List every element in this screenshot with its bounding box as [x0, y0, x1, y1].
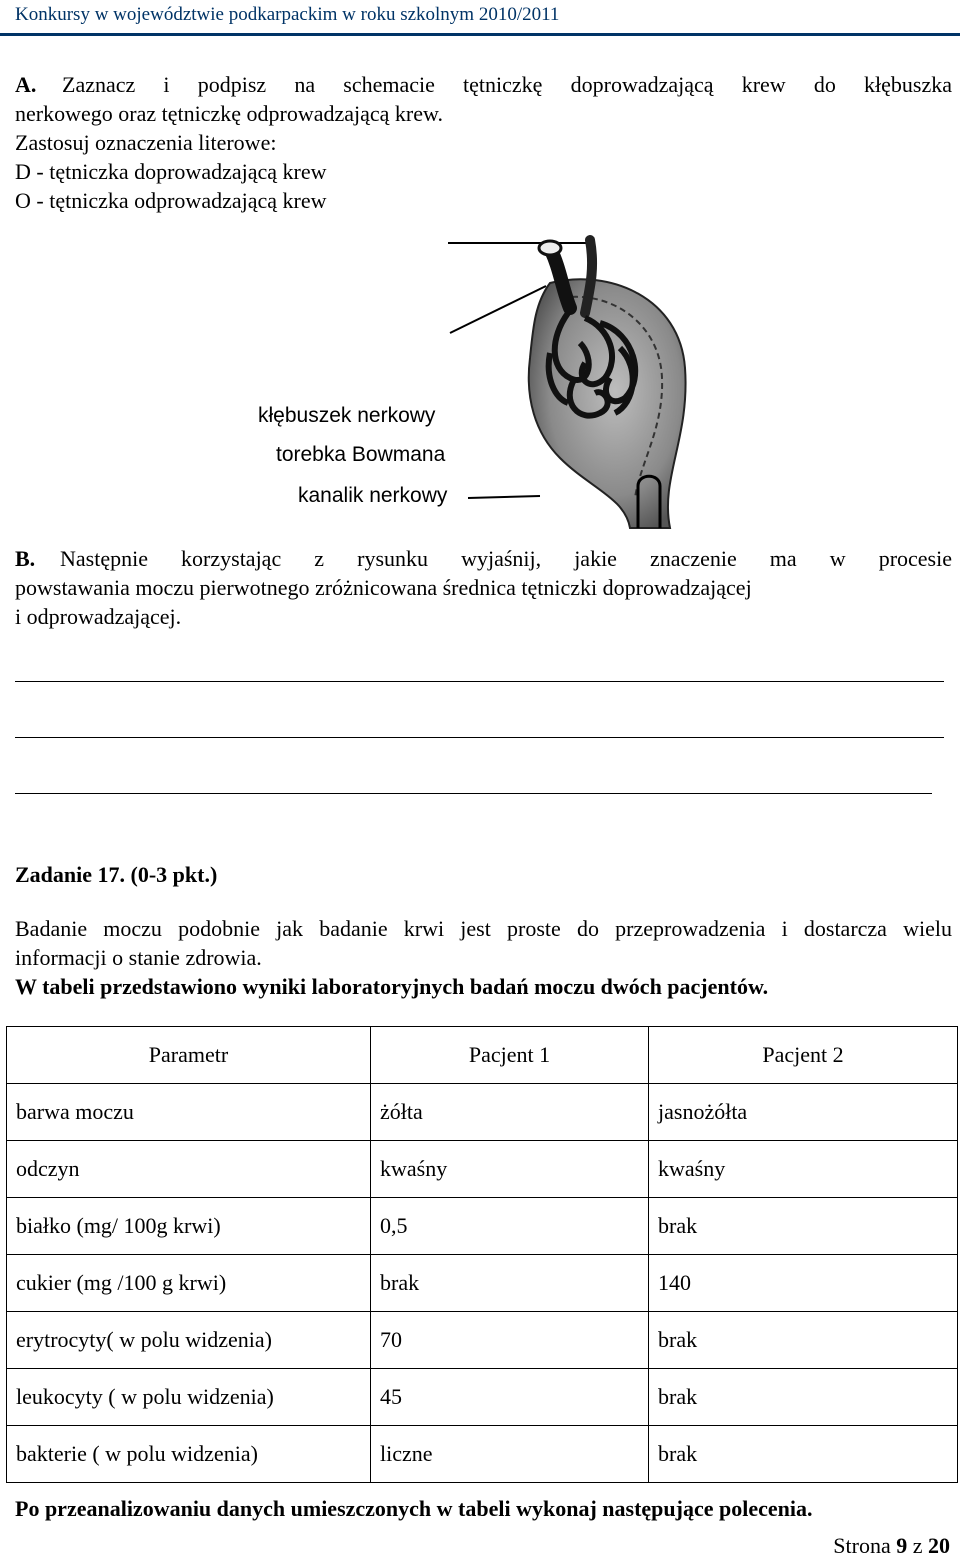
vessel-opening [539, 241, 561, 255]
footer-instruction: Po przeanalizowaniu danych umieszczonych w tabeli wykonaj następujące polecenia. [15, 1496, 813, 1521]
cell-parameter: bakterie ( w polu widzenia) [7, 1426, 371, 1483]
efferent-vessel [585, 240, 592, 313]
header-patient-1: Pacjent 1 [371, 1027, 649, 1084]
cell-patient-1: 45 [371, 1369, 649, 1426]
cell-parameter: odczyn [7, 1141, 371, 1198]
cell-parameter: białko (mg/ 100g krwi) [7, 1198, 371, 1255]
page-current: 9 [896, 1533, 908, 1558]
label-glomerulus: kłębuszek nerkowy [258, 404, 436, 427]
task-a-line-4: D - tętniczka doprowadzającą krew [15, 159, 327, 184]
table-row [7, 1426, 958, 1483]
table-row [7, 1255, 958, 1312]
task-a-line-3: Zastosuj oznaczenia literowe: [15, 130, 277, 155]
page-prefix: Strona [833, 1533, 891, 1558]
answer-line-2[interactable] [15, 737, 944, 738]
task-intro-line-2: informacji o stanie zdrowia. [15, 945, 262, 970]
page-number [833, 1533, 950, 1559]
cell-patient-1: 70 [371, 1312, 649, 1369]
cell-patient-1: brak [371, 1255, 649, 1312]
task-b-line-1: Następnie korzystając z rysunku wyjaśnij, jakie znaczenie ma w procesie [60, 546, 952, 571]
task-a-line-5: O - tętniczka odprowadzającą krew [15, 188, 327, 213]
cell-patient-1: 0,5 [371, 1198, 649, 1255]
task-intro-line-1: Badanie moczu podobnie jak badanie krwi jest proste do przeprowadzenia i dostarcza wielu [15, 916, 952, 941]
page-total: 20 [928, 1533, 950, 1558]
cell-parameter: erytrocyty( w polu widzenia) [7, 1312, 371, 1369]
cell-parameter: leukocyty ( w polu widzenia) [7, 1369, 371, 1426]
page-sep: z [912, 1533, 923, 1558]
cell-patient-2: kwaśny [649, 1141, 958, 1198]
task-title: Zadanie 17. (0-3 pkt.) [15, 862, 218, 887]
table-header-row [7, 1027, 958, 1084]
results-table [6, 1026, 958, 1483]
task-a-line-2: nerkowego oraz tętniczkę odprowadzającą krew. [15, 101, 443, 126]
header-parameter: Parametr [7, 1027, 371, 1084]
cell-patient-2: brak [649, 1426, 958, 1483]
header-rule [0, 33, 960, 36]
label-renal-tubule: kanalik nerkowy [298, 484, 448, 507]
table-row [7, 1084, 958, 1141]
answer-line-3[interactable] [15, 793, 932, 794]
cell-parameter: barwa moczu [7, 1084, 371, 1141]
pointer-line-tubule [468, 496, 540, 498]
cell-patient-2: brak [649, 1198, 958, 1255]
task-a-line-1: Zaznacz i podpisz na schemacie tętniczkę doprowadzającą krew do kłębuszka [62, 72, 952, 97]
table-row [7, 1369, 958, 1426]
running-header: Konkursy w województwie podkarpackim w roku szkolnym 2010/2011 [15, 4, 560, 25]
cell-patient-2: brak [649, 1369, 958, 1426]
table-row [7, 1312, 958, 1369]
label-bowman-capsule: torebka Bowmana [276, 443, 446, 466]
answer-line-1[interactable] [15, 681, 944, 682]
cell-patient-1: liczne [371, 1426, 649, 1483]
task-b-line-3: i odprowadzającej. [15, 604, 182, 629]
pointer-line-upper [450, 286, 546, 333]
task-b-label: B. [15, 546, 36, 571]
cell-patient-2: jasnożółta [649, 1084, 958, 1141]
cell-patient-2: 140 [649, 1255, 958, 1312]
cell-patient-1: żółta [371, 1084, 649, 1141]
cell-parameter: cukier (mg /100 g krwi) [7, 1255, 371, 1312]
task-a-label: A. [15, 72, 37, 97]
table-row [7, 1141, 958, 1198]
header-patient-2: Pacjent 2 [649, 1027, 958, 1084]
cell-patient-2: brak [649, 1312, 958, 1369]
task-b-line-2: powstawania moczu pierwotnego zróżnicowana średnica tętniczki doprowadzającej [15, 575, 752, 600]
table-row [7, 1198, 958, 1255]
task-intro-line-3: W tabeli przedstawiono wyniki laboratoryjnych badań moczu dwóch pacjentów. [15, 974, 769, 999]
cell-patient-1: kwaśny [371, 1141, 649, 1198]
